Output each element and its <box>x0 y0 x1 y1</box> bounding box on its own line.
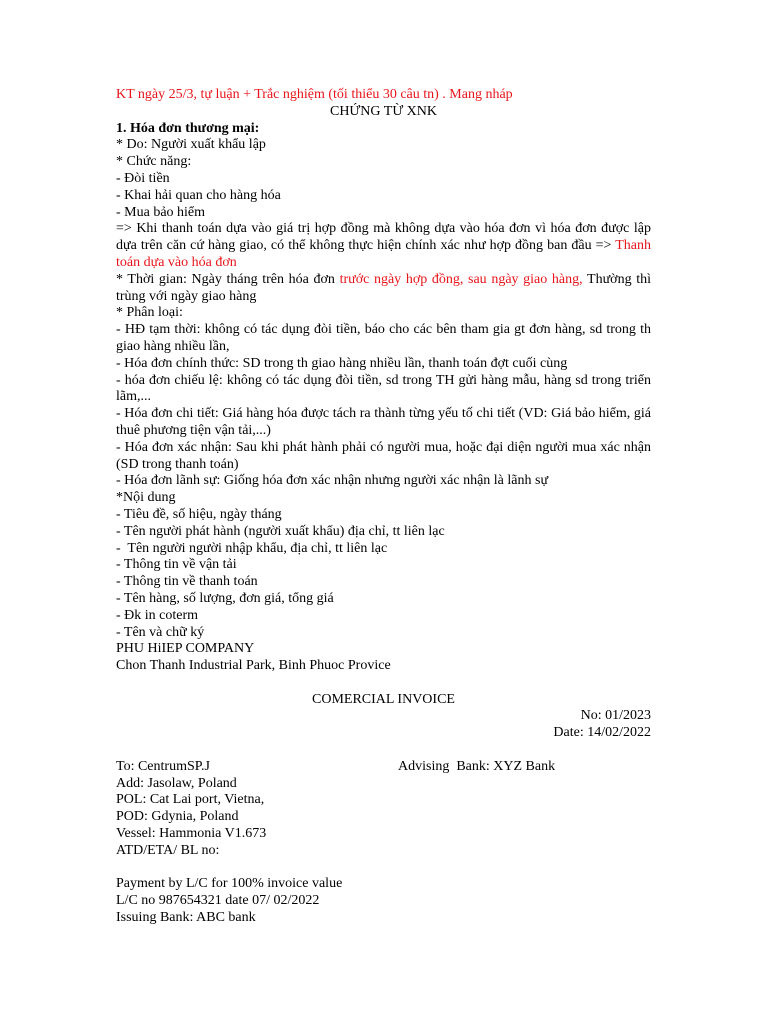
payment-note-highlight: Thanh toán dựa vào hóa đơn <box>116 238 652 270</box>
class-item: - hóa đơn chiếu lệ: không có tác dụng đòi tiền, sd trong TH gửi hàng mẫu, hàng sd trong triển lãm,... <box>116 372 651 405</box>
advising-bank: Advising Bank: XYZ Bank <box>398 758 556 774</box>
payment-detail: L/C no 987654321 date 07/ 02/2022 <box>116 893 320 909</box>
time-highlight: trước ngày hợp đồng, sau ngày giao hàng, <box>339 271 583 287</box>
invoice-number: No: 01/2023 <box>580 708 651 724</box>
section-heading: 1. Hóa đơn thương mại: <box>116 120 260 136</box>
issuer-line: * Do: Người xuất khẩu lập <box>116 137 266 153</box>
exam-note: KT ngày 25/3, tự luận + Trắc nghiệm (tối thiểu 30 câu tn) . Mang nháp <box>116 87 513 102</box>
recipient: To: CentrumSP.J <box>116 758 210 774</box>
payment-detail: Issuing Bank: ABC bank <box>116 910 256 926</box>
company-address: Chon Thanh Industrial Park, Binh Phuoc Provice <box>116 658 391 674</box>
spacer <box>116 742 651 759</box>
function-item: - Mua bảo hiểm <box>116 204 206 220</box>
shipping-detail: Add: Jasolaw, Poland <box>116 775 237 791</box>
class-item: - HĐ tạm thời: không có tác dụng đòi tiền, báo cho các bên tham gia gt đơn hàng, sd trong th giao hàng nhiều lần, <box>116 322 651 354</box>
invoice-title: COMERCIAL INVOICE <box>312 691 455 707</box>
class-item: - Hóa đơn chi tiết: Giá hàng hóa được tách ra thành từng yếu tố chi tiết (VD: Giá bảo hiểm, giá thuê phương tiện vận tải,...) <box>116 406 651 438</box>
content-item: - Đk in coterm <box>116 607 199 623</box>
function-item: - Đòi tiền <box>116 170 170 186</box>
document-body <box>116 87 651 927</box>
content-item: - Thông tin về vận tải <box>116 557 237 573</box>
company-name: PHU HiIEP COMPANY <box>116 641 255 657</box>
shipping-detail: POL: Cat Lai port, Vietna, <box>116 792 265 808</box>
content-item: - Tên và chữ ký <box>116 624 205 640</box>
payment-note <box>116 221 651 271</box>
spacer <box>116 675 651 692</box>
time-prefix: * Thời gian: Ngày tháng trên hóa đơn <box>116 271 335 287</box>
content-item: - Thông tin về thanh toán <box>116 574 258 590</box>
payment-detail: Payment by L/C for 100% invoice value <box>116 876 343 892</box>
content-item: - Tên người người nhập khẩu, địa chỉ, tt liên lạc <box>116 540 388 556</box>
class-heading: * Phân loại: <box>116 305 183 321</box>
spacer <box>116 860 651 877</box>
function-item: - Khai hải quan cho hàng hóa <box>116 187 281 203</box>
time-note <box>116 272 651 306</box>
content-item: - Tên hàng, số lượng, đơn giá, tổng giá <box>116 590 334 606</box>
content-item: - Tiêu đề, số hiệu, ngày tháng <box>116 506 282 522</box>
class-item: - Hóa đơn xác nhận: Sau khi phát hành phải có người mua, hoặc đại diện người mua xác nhận (SD trong thanh toán) <box>116 439 651 472</box>
time-suffix: Thường thì trùng với ngày giao hàng <box>116 271 651 304</box>
content-heading: *Nội dung <box>116 490 176 506</box>
class-item: - Hóa đơn lãnh sự: Giống hóa đơn xác nhận nhưng người xác nhận là lãnh sự <box>116 473 549 489</box>
content-item: - Tên người phát hành (người xuất khẩu) địa chỉ, tt liên lạc <box>116 523 445 539</box>
class-item: - Hóa đơn chính thức: SD trong th giao hàng nhiều lần, thanh toán đợt cuối cùng <box>116 355 568 371</box>
recipient-row <box>116 759 651 776</box>
payment-note-text: => Khi thanh toán dựa vào giá trị hợp đồng mà không dựa vào hóa đơn vì hóa đơn được lập dựa trên căn cứ hàng giao, có thể không thực hiện chính xác như hợp đồng ban đầu => <box>116 221 651 254</box>
shipping-detail: POD: Gdynia, Poland <box>116 809 239 825</box>
doc-title: CHỨNG TỪ XNK <box>329 103 438 119</box>
invoice-date: Date: 14/02/2022 <box>553 725 651 741</box>
shipping-detail: ATD/ETA/ BL no: <box>116 842 220 858</box>
shipping-detail: Vessel: Hammonia V1.673 <box>116 826 267 842</box>
function-heading: * Chức năng: <box>116 154 192 170</box>
